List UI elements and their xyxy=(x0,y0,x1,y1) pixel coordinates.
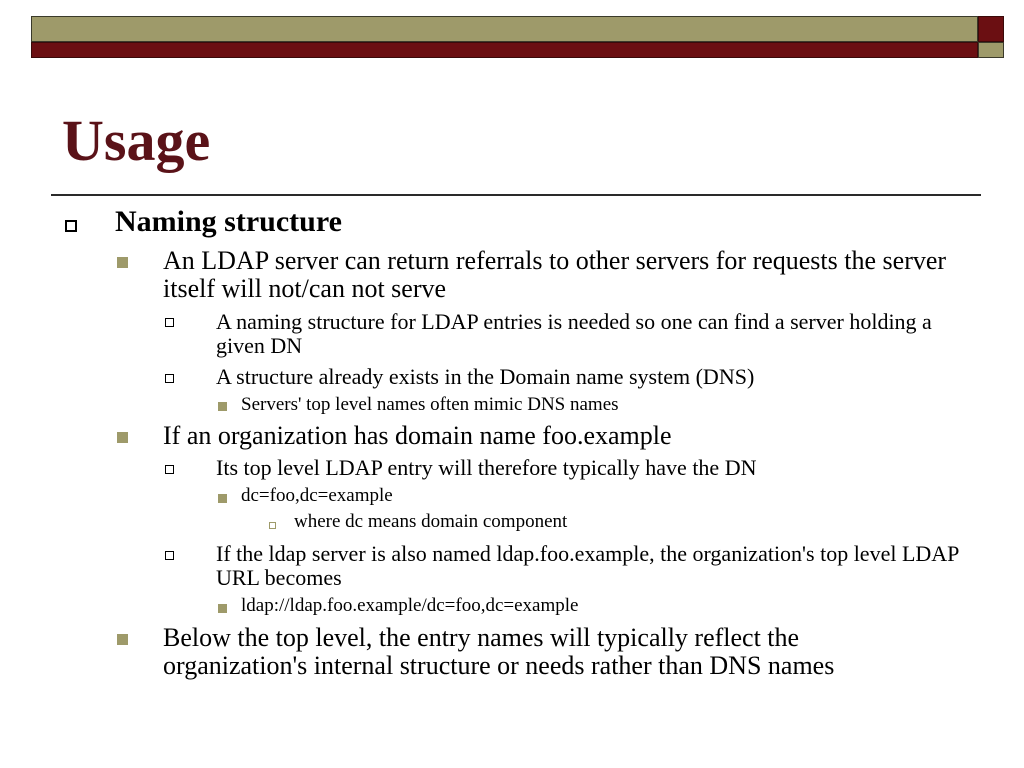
bullet-naming-needed: A naming structure for LDAP entries is needed so one can find a server holding a given DN xyxy=(216,309,932,358)
hollow-square-bullet-icon xyxy=(65,220,77,232)
hollow-square-bullet-icon xyxy=(165,465,174,474)
bullet-ldap-server-named: If the ldap server is also named ldap.foo.example, the organization's top level LDAP URL becomes xyxy=(216,541,959,590)
bullet-below-top-level: Below the top level, the entry names will typically reflect the organization's internal structure or needs rather than DNS names xyxy=(163,623,835,681)
filled-square-bullet-icon xyxy=(218,402,227,411)
filled-square-bullet-icon xyxy=(218,494,227,503)
title-divider xyxy=(51,194,981,196)
slide-title: Usage xyxy=(62,108,211,173)
bullet-ldap-referrals: An LDAP server can return referrals to other servers for requests the server itself will not/can not serve xyxy=(163,246,947,304)
bullet-mimic-dns: Servers' top level names often mimic DNS names xyxy=(241,394,619,415)
header-maroon-stripe xyxy=(31,42,978,58)
filled-square-bullet-icon xyxy=(117,257,128,268)
bullet-org-domain: If an organization has domain name foo.example xyxy=(163,421,672,450)
filled-square-bullet-icon xyxy=(218,604,227,613)
hollow-square-bullet-icon xyxy=(269,522,276,529)
decorative-header-bar xyxy=(31,16,1004,58)
header-olive-square xyxy=(978,42,1004,58)
bullet-dns-exists: A structure already exists in the Domain name system (DNS) xyxy=(216,364,755,389)
hollow-square-bullet-icon xyxy=(165,374,174,383)
bullet-top-entry: Its top level LDAP entry will therefore typically have the DN xyxy=(216,455,757,480)
header-maroon-square xyxy=(978,16,1004,42)
hollow-square-bullet-icon xyxy=(165,551,174,560)
filled-square-bullet-icon xyxy=(117,432,128,443)
bullet-naming-structure: Naming structure xyxy=(115,205,342,238)
header-olive-stripe xyxy=(31,16,978,42)
bullet-ldap-url: ldap://ldap.foo.example/dc=foo,dc=example xyxy=(241,595,579,616)
filled-square-bullet-icon xyxy=(117,634,128,645)
bullet-dn-value: dc=foo,dc=example xyxy=(241,485,393,506)
bullet-dc-meaning: where dc means domain component xyxy=(294,511,568,532)
hollow-square-bullet-icon xyxy=(165,318,174,327)
